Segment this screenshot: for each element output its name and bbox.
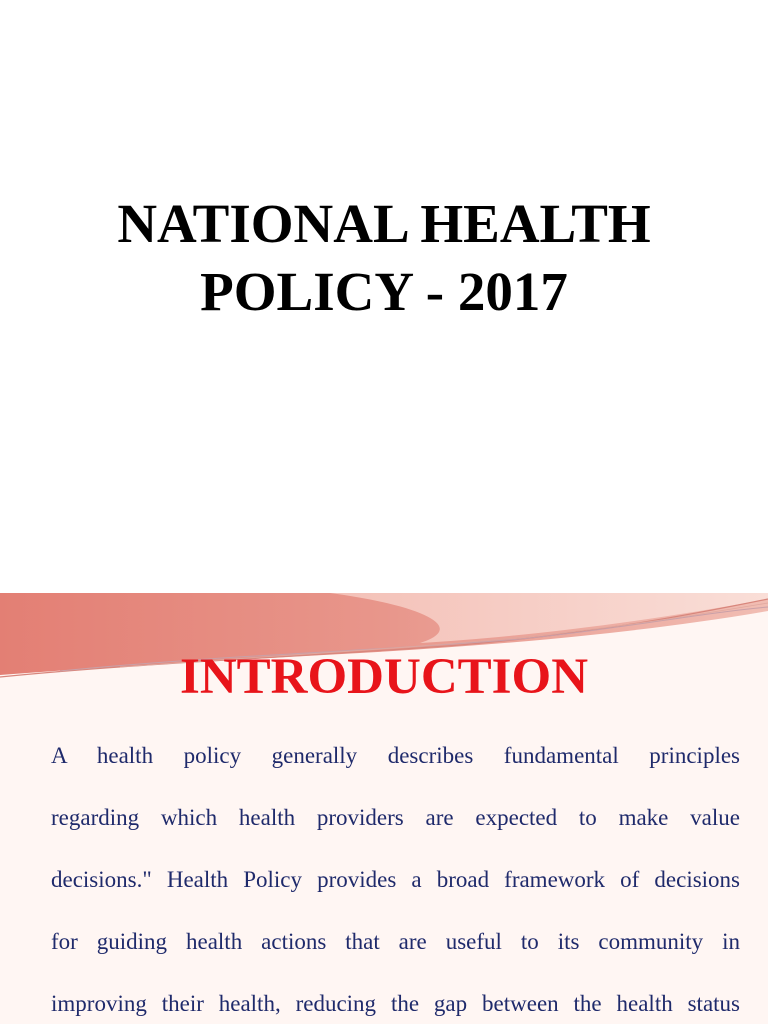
title-line-1: NATIONAL HEALTH [117,193,651,254]
body-line-1: A health policy generally describes fundamental principles [51,743,740,768]
body-line-5: improving their health, reducing the gap between the health status [51,991,740,1016]
introduction-heading: INTRODUCTION [179,649,589,705]
introduction-body [51,725,740,1024]
body-line-2: regarding which health providers are expected to make value [51,805,740,830]
introduction-slide [0,593,768,1024]
body-line-3: decisions." Health Policy provides a broad framework of decisions [51,867,740,892]
body-line-4: for guiding health actions that are useful to its community in [51,929,740,954]
slide-title [0,190,768,326]
title-line-2: POLICY - 2017 [200,261,568,322]
